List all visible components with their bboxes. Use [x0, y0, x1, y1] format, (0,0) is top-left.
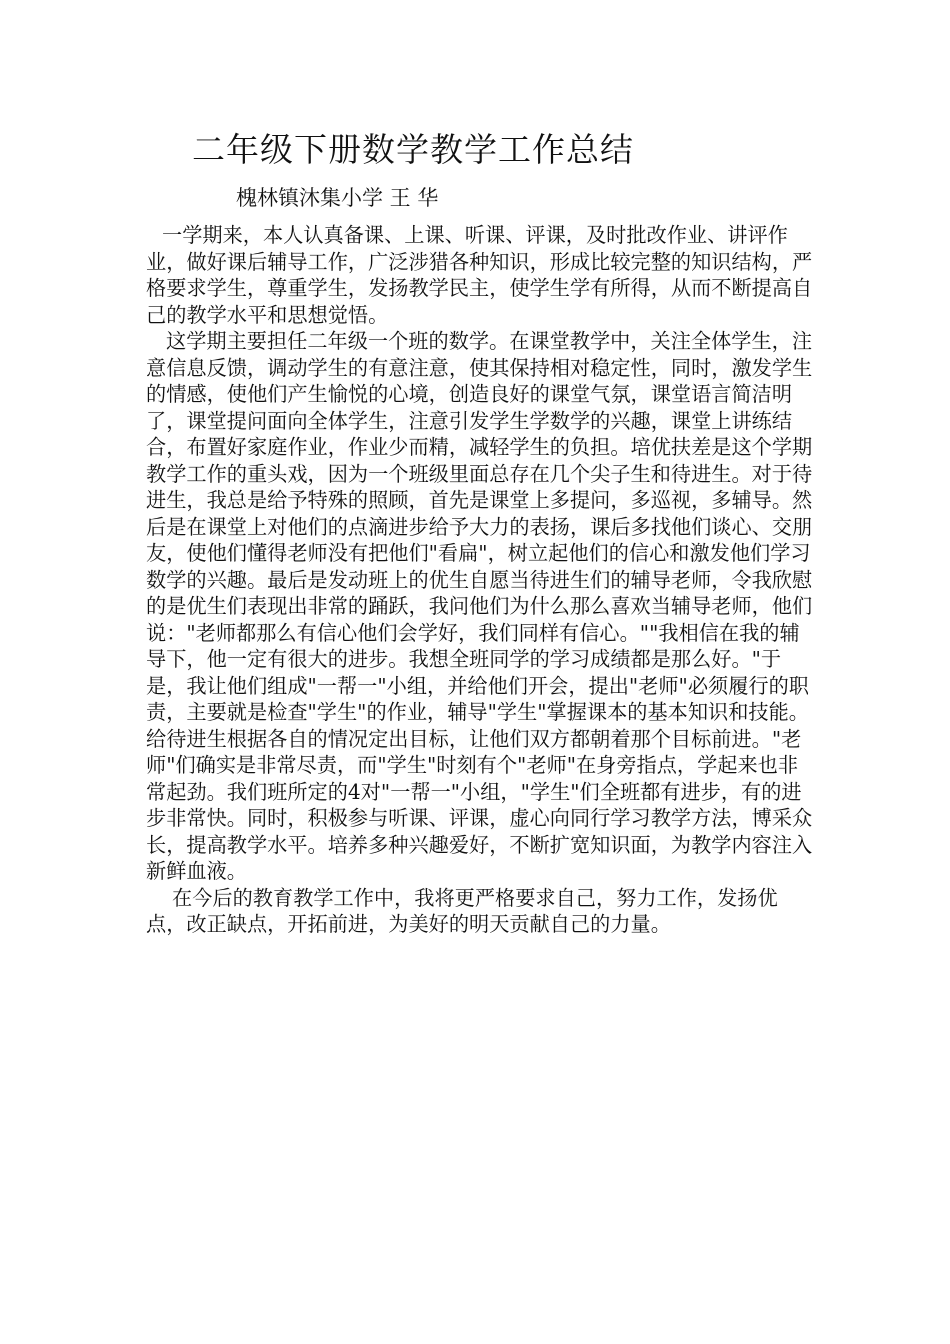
paragraph-main: 这学期主要担任二年级一个班的数学。在课堂教学中，关注全体学生，注意信息反馈，调动学生的有意注意，使其保持相对稳定性，同时，激发学生的情感，使他们产生愉悦的心境，创造良好的课堂气氛，课堂语言简洁明了，课堂提问面向全体学生，注意引发学生学数学的兴趣，课堂上讲练结合，布置好家庭作业，作业少而精，减轻学生的负担。培优扶差是这个学期教学工作的重头戏，因为一个班级里面总存在几个尖子生和待进生。对于待进生，我总是给予特殊的照顾，首先是课堂上多提问，多巡视，多辅导。然后是在课堂上对他们的点滴进步给予大力的表扬，课后多找他们谈心、交朋友，使他们懂得老师没有把他们"看扁"，树立起他们的信心和激发他们学习数学的兴趣。最后是发动班上的优生自愿当待进生们的辅导老师，令我欣慰的是优生们表现出非常的踊跃，我问他们为什么那么喜欢当辅导老师，他们说："老师都那么有信心他们会学好，我们同样有信心。""我相信在我的辅导下，他一定有很大的进步。我想全班同学的学习成绩都是那么好。"于是，我让他们组成"一帮一"小组，并给他们开会，提出"老师"必须履行的职责，主要就是检查"学生"的作业，辅导"学生"掌握课本的基本知识和技能。给待进生根据各自的情况定出目标，让他们双方都朝着那个目标前进。"老师"们确实是非常尽责，而"学生"时刻有个"老师"在身旁指点，学起来也非常起劲。我们班所定的4对"一帮一"小组，"学生"们全班都有进步，有的进步非常快。同时，积极参与听课、评课，虚心向同行学习教学方法，博采众长，提高教学水平。培养多种兴趣爱好，不断扩宽知识面，为教学内容注入新鲜血液。: [146, 329, 813, 883]
document-body: [146, 222, 814, 938]
document-author: 槐林镇沐集小学 王 华: [236, 186, 439, 210]
paragraph-closing: 在今后的教育教学工作中，我将更严格要求自己，努力工作，发扬优点，改正缺点，开拓前进，为美好的明天贡献自己的力量。: [146, 885, 778, 936]
paragraph-intro: 一学期来，本人认真备课、上课、听课、评课，及时批改作业、讲评作业，做好课后辅导工作，广泛涉猎各种知识，形成比较完整的知识结构，严格要求学生，尊重学生，发扬教学民主，使学生学有所得，从而不断提高自己的教学水平和思想觉悟。: [146, 223, 813, 327]
document-title: 二年级下册数学教学工作总结: [192, 130, 634, 169]
